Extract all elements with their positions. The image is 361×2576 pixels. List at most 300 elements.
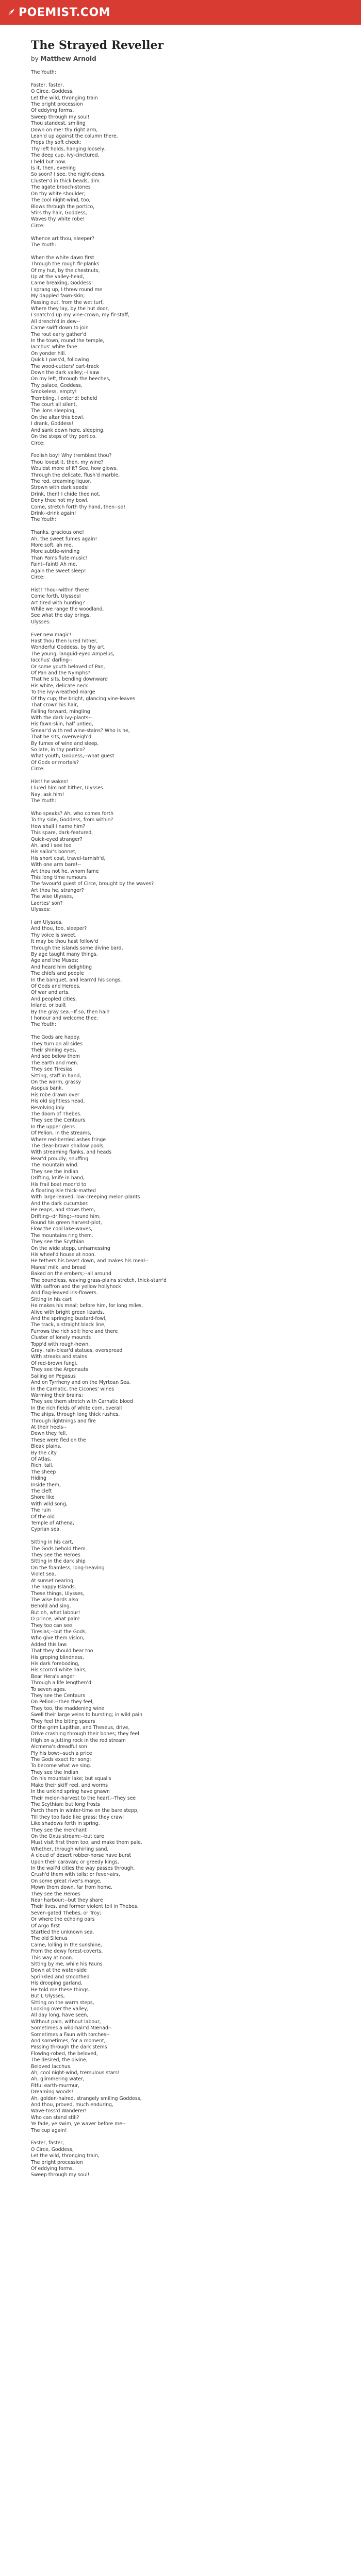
poem-line: They see them stretch with Carnatic blood: [31, 1399, 133, 1405]
poem-line: The favour'd guest of Circe, brought by the waves?: [31, 881, 154, 887]
poem-line: How shall I name him?: [31, 823, 86, 829]
poem-line: And sometimes, for a moment,: [31, 2038, 106, 2044]
poem-line: Make their skiff reel, and worms: [31, 1782, 108, 1788]
poem-line: Without pain, without labour,: [31, 2019, 101, 2025]
poem-line: And see below them: [31, 1054, 80, 1060]
poem-line: Of Gods or mortals?: [31, 759, 79, 766]
poem-line: The Gods are happy.: [31, 1035, 80, 1041]
poem-stanza: [31, 1035, 330, 1533]
poem-line: I held but now.: [31, 159, 67, 165]
poem-line: Props thy soft cheek;: [31, 140, 81, 146]
poem-stanza: [31, 811, 330, 913]
poem-line: They see the Centaurs: [31, 1693, 86, 1699]
poem-line: Bleak plains.: [31, 1444, 62, 1450]
poem-line: On the altar this bowl.: [31, 414, 85, 420]
poem-line: The agate brooch-stones: [31, 184, 91, 191]
poem-line: His white, delicate neck: [31, 683, 88, 689]
poem-line: Fitful earth-murmur,: [31, 2082, 80, 2089]
poem-line: Circe:: [31, 574, 45, 581]
poem-byline: [31, 55, 330, 62]
poem-line: Of Gods and Heroes,: [31, 983, 81, 989]
poem-line: Come, stretch forth thy hand, then--so!: [31, 504, 125, 510]
poem-line: Through the islands some divine bard,: [31, 945, 123, 951]
poem-line: Their shining eyes,: [31, 1047, 76, 1053]
poem-line: Wouldst more of it? See, how glows,: [31, 466, 118, 472]
poem-line: Of my hut, by the chestnuts,: [31, 267, 100, 274]
poem-line: Down on me! thy right arm,: [31, 127, 98, 133]
poem-line: In the upper glens: [31, 1124, 75, 1130]
poem-line: On thy white shoulder;: [31, 191, 86, 197]
poem-line: Their lives, and former violent toil in Thebes,: [31, 1904, 139, 1910]
poem-line: On his mountain lake; but squalls: [31, 1776, 111, 1782]
poem-line: Hiding: [31, 1476, 46, 1482]
poem-line: The Youth:: [31, 798, 56, 804]
poem-line: Came, lolling in the sunshine,: [31, 1942, 102, 1948]
poem-line: Of war and arts,: [31, 990, 70, 996]
poem-author[interactable]: Matthew Arnold: [40, 55, 96, 62]
poem-line: In the Carnatic, the Cicones' wines: [31, 1386, 114, 1392]
poem-line: Of eddying forms,: [31, 108, 74, 114]
poem-line: Laertes' son?: [31, 900, 63, 906]
poem-line: Of eddying forms,: [31, 2166, 74, 2172]
poem-line: By fumes of wine and sleep,: [31, 740, 99, 747]
poem-line: A cloud of desert robber-horse have burst: [31, 1853, 132, 1859]
poem-line: Came breaking, Goddess!: [31, 280, 93, 286]
poem-line: Ah, golden-haired, strangely smiling Goddess,: [31, 2095, 142, 2102]
poem-line: Whether, through whirling sand,: [31, 1846, 109, 1852]
poem-line: The mountains ring them.: [31, 1232, 93, 1239]
poem-line: Of Atlas,: [31, 1456, 52, 1462]
poem-line: Behold and sing.: [31, 1603, 71, 1609]
poem-line: Hist! he wakes!: [31, 778, 68, 785]
poem-line: Ever new magic!: [31, 632, 72, 638]
poem-line: Baked on the embers;--all around: [31, 1271, 111, 1277]
poem-line: Must visit first them too, and make them pale.: [31, 1840, 142, 1846]
poem-stanza: [31, 1539, 330, 2134]
poem-line: And flag-leaved iris-flowers.: [31, 1290, 98, 1296]
poem-line: And the springing bustard-fowl,: [31, 1316, 107, 1322]
poem-line: Beloved Iacchus.: [31, 2063, 72, 2070]
poem-line: The Youth:: [31, 70, 56, 75]
poem-line: Parch them in winter-time on the bare stepp,: [31, 1808, 139, 1814]
poem-line: The chiefs and people: [31, 971, 84, 977]
poem-line: They see the Scythian: [31, 1239, 85, 1245]
poem-line: With one arm bare!--: [31, 862, 81, 868]
poem-line: That they should bear too: [31, 1648, 93, 1654]
poem-line: O prince, what pain!: [31, 1616, 80, 1622]
poem-line: Deny thee not my bowl.: [31, 498, 89, 504]
poem-line: Thy palace, Goddess,: [31, 382, 83, 388]
poem-line: They see Tiresias: [31, 1066, 73, 1073]
poem-line: Shore like: [31, 1495, 55, 1501]
poem-line: Ulysses:: [31, 907, 51, 913]
poem-line: The lions sleeping,: [31, 408, 76, 414]
poem-line: Faint--faint! Ah me,: [31, 562, 77, 568]
poem-line: The cleft: [31, 1488, 52, 1495]
poem-line: My dappled fawn-skin;: [31, 293, 85, 299]
poem-line: And sank down here, sleeping,: [31, 427, 105, 433]
poem-line: But oh, what labour!: [31, 1609, 80, 1616]
poem-line: Sailing on Pegasus: [31, 1373, 76, 1379]
poem-line: The earth and men.: [31, 1060, 79, 1066]
poem-line: More soft, ah me,: [31, 542, 73, 548]
poem-line: Thy voice is sweet.: [31, 932, 77, 938]
poem-line: Violet sea,: [31, 1571, 56, 1578]
poem-line: Topp'd with rough-hewn,: [31, 1341, 90, 1347]
poem-line: He tethers his beast down, and makes his meal--: [31, 1258, 149, 1264]
poem-line: And on Tyrrheny and on the Myrtoan Sea.: [31, 1380, 131, 1386]
poem-line: High on a jutting rock in the red stream: [31, 1737, 126, 1743]
poem-line: The rout early gather'd: [31, 331, 87, 337]
poem-line: And thou, too, sleeper?: [31, 926, 87, 932]
poem-line: Smear'd with red wine-stains? Who is he,: [31, 727, 130, 734]
poem-line: Circe:: [31, 440, 45, 446]
poem-line: Sitting in his cart,: [31, 1539, 74, 1546]
poem-line: Thou lovest it, then, my wine?: [31, 459, 104, 465]
poem-line: His groping blindness,: [31, 1654, 84, 1660]
poem-line: Inland, or built: [31, 1003, 66, 1009]
poem-stanza: [31, 236, 330, 249]
poem-line: Gray, rain-blear'd statues, overspread: [31, 1348, 123, 1354]
poem-line: So late, in thy portico?: [31, 747, 85, 753]
poem-line: I am Ulysses.: [31, 919, 63, 925]
poem-line: The doom of Thebes.: [31, 1111, 82, 1117]
poem-line: Rear'd proudly, snuffing: [31, 1156, 89, 1162]
poem-line: On the warm, grassy: [31, 1079, 81, 1086]
poem-line: I sprang up, I threw round me: [31, 286, 103, 293]
poem-line: Inside them,: [31, 1482, 61, 1488]
poem-line: Sweep through my soul!: [31, 114, 90, 120]
poem-line: By the city: [31, 1450, 57, 1456]
poem-line: Of thy cup; the bright, glancing vine-leaves: [31, 696, 136, 702]
poem-line: They see the Centaurs: [31, 1117, 86, 1124]
poem-line: A floating isle thick-matted: [31, 1188, 96, 1194]
poem-line: Furrows the rich soil; here and there: [31, 1328, 118, 1334]
poem-line: Dreaming woods!: [31, 2089, 74, 2095]
poem-line: Like shadows forth in spring.: [31, 1821, 100, 1827]
poem-line: Of red-brown fungi.: [31, 1360, 78, 1366]
poem-line: Sitting on the warm steps,: [31, 1999, 94, 2006]
poem-line: Drink, then! I chide thee not,: [31, 491, 101, 497]
poem-line: His dark foreboding,: [31, 1660, 80, 1667]
poem-line: Circe:: [31, 766, 45, 772]
poem-line: Hast thou then lured hither,: [31, 638, 98, 645]
poem-line: Faster, faster,: [31, 82, 64, 88]
poem-line: The Gods exact for song:: [31, 1757, 91, 1763]
poem-line: Sprinkled and smoothed: [31, 1974, 90, 1980]
poem-stanza: [31, 70, 330, 76]
poem-line: Falling forward, mingling: [31, 708, 90, 715]
poem-line: Added this law:: [31, 1641, 68, 1648]
poem-line: The Youth:: [31, 517, 56, 523]
poem-line: So soon? I see, the night-dews,: [31, 172, 106, 178]
poem-line: The happy Islands.: [31, 1584, 76, 1590]
poem-stanza: [31, 920, 330, 1028]
poem-line: Ye fade, ye swim, ye waver before me--: [31, 2121, 126, 2127]
poem-line: Near harbour;--but they share: [31, 1897, 103, 1903]
poem-line: They see the Heroes: [31, 1552, 80, 1558]
poem-line: Or where the echoing oars: [31, 1917, 95, 1923]
poem-line: Where red-berried ashes fringe: [31, 1137, 106, 1143]
poem-line: They turn on all sides: [31, 1041, 83, 1047]
poem-line: Sometimes a Faun with torches--: [31, 2031, 110, 2038]
poem-line: Iacchus' white fane: [31, 344, 77, 350]
poem-line: When the white dawn first: [31, 255, 94, 261]
poem-line: And thou, proved, much enduring,: [31, 2102, 113, 2108]
poem-line: O Circe, Goddess,: [31, 2146, 74, 2153]
poem-line: By the gray sea.--If so, then hail!: [31, 1009, 110, 1015]
poem-line: Down they fell,: [31, 1431, 68, 1437]
poem-line: Sitting, staff in hand,: [31, 1073, 81, 1079]
poem-line: Came swift down to join: [31, 325, 89, 331]
poem-line: Upon their caravan; or greedy kings,: [31, 1859, 119, 1865]
poem-line: Quick-eyed stranger?: [31, 836, 83, 842]
poem-line: Tiresias;--but the Gods,: [31, 1629, 87, 1635]
poem-stanza: [31, 587, 330, 625]
poem-line: Again the sweet sleep!: [31, 568, 86, 574]
poem-line: These were fled on the: [31, 1437, 86, 1443]
poem-line: Revolving inly: [31, 1105, 64, 1111]
poem-line: From the dewy forest-coverts,: [31, 1948, 103, 1955]
poem-line: Up at the valley-head,: [31, 274, 85, 280]
poem-line: With streaks and stains: [31, 1354, 87, 1360]
poem-line: The ships, through long thick rushes,: [31, 1412, 120, 1418]
poem-line: Strown with dark seeds!: [31, 485, 89, 491]
poem-line: His sailor's bonnet,: [31, 849, 77, 855]
poem-line: The desired, the divine,: [31, 2057, 88, 2063]
poem-line: Through a life lengthen'd: [31, 1680, 91, 1686]
poem-line: Their melon-harvest to the heart.--They see: [31, 1795, 136, 1801]
poem-line: That he sits, bending downward: [31, 676, 108, 683]
poem-line: And peopled cities,: [31, 996, 77, 1002]
poem-line: Thou standest, smiling: [31, 121, 86, 127]
poem-line: Of Pan and the Nymphs?: [31, 670, 91, 676]
poem-line: This long time rumours: [31, 875, 87, 881]
poem-line: Thanks, gracious one!: [31, 530, 84, 536]
poem-line: I drank, Goddess!: [31, 421, 74, 427]
poem-line: Flow the cool lake-waves,: [31, 1226, 93, 1232]
poem-line: That he sits, overweigh'd: [31, 734, 92, 740]
poem-line: Sitting in the dark ship: [31, 1558, 86, 1565]
poem-line: I honour and welcome thee.: [31, 1015, 99, 1021]
poem-line: Blows through the portico,: [31, 204, 95, 210]
poem-line: Ah, cool night-wind, tremulous stars!: [31, 2070, 120, 2076]
poem-line: The track, a straight black line,: [31, 1322, 106, 1328]
poem-line: On the Oxus stream;--but care: [31, 1833, 104, 1839]
poem-line: Stirs thy hair, Goddess,: [31, 210, 87, 216]
logo-text: POEMIST.COM: [19, 6, 111, 19]
poem-line: Faster, faster,: [31, 2140, 64, 2146]
poem-line: With streaming flanks, and heads: [31, 1149, 112, 1156]
poem-line: Round his green harvest-plot,: [31, 1219, 102, 1226]
poem-line: Ply his bow;--such a price: [31, 1750, 92, 1756]
poem-line: Where they lay, by the hut door,: [31, 306, 109, 312]
poem-line: The ruin: [31, 1507, 51, 1514]
by-label: by: [31, 55, 39, 62]
poem-line: The wood-cutters' cart-track: [31, 363, 99, 369]
poem-line: On some great river's marge,: [31, 1878, 102, 1884]
poem-line: The Scythian: but long frosts: [31, 1801, 100, 1807]
poem-line: Sitting by me, while his Fauns: [31, 1961, 103, 1968]
poem-line: Seven-gated Thebes, or Troy;: [31, 1910, 102, 1916]
poem-line: This way at noon.: [31, 1955, 74, 1961]
poem-line: The wise Ulysses,: [31, 894, 74, 900]
poem-line: Cluster'd in thick beads, dim: [31, 178, 100, 184]
poem-line: The Gods behold them.: [31, 1546, 87, 1552]
poem-line: They see the Indian: [31, 1168, 78, 1175]
poem-line: Down the dark valley;--I saw: [31, 370, 100, 376]
poem-line: By age taught many things,: [31, 951, 98, 957]
site-logo[interactable]: [6, 6, 110, 19]
poem-line: To thy side, Goddess, from within?: [31, 817, 113, 823]
poem-line: Wonderful Goddess, by thy art,: [31, 645, 106, 651]
poem-line: The wise bards also: [31, 1597, 78, 1603]
poem-line: Art thou he, stranger?: [31, 887, 84, 893]
poem-line: With wild song,: [31, 1501, 68, 1507]
poem-line: The deep cup, ivy-cinctured,: [31, 152, 100, 159]
poem-line: Drifting, knife in hand,: [31, 1175, 85, 1181]
poem-stanza: [31, 632, 330, 773]
poem-line: He reaps, and stows them,: [31, 1207, 95, 1213]
poem-line: Drink--drink again!: [31, 510, 76, 516]
poem-line: Alive with bright green lizards,: [31, 1309, 104, 1315]
poem-line: Art tired with hunting?: [31, 600, 85, 606]
poem-line: Hist! Thou--within there!: [31, 587, 90, 593]
poem-line: Is it, then, evening: [31, 165, 76, 172]
poem-line: Of the grim Lapithæ, and Theseus, drive,: [31, 1725, 130, 1731]
poem-line: At sunset nearing: [31, 1578, 74, 1584]
poem-line: Flowing-robed, the beloved,: [31, 2050, 98, 2057]
poem-stanza: [31, 255, 330, 447]
poem-line: His fawn-skin, half untied,: [31, 721, 93, 727]
poem-line: Through the rough fir-planks: [31, 261, 100, 267]
poem-line: Sometimes a wild-hair'd Mænad--: [31, 2025, 112, 2031]
poem-article: [31, 39, 330, 2185]
poem-line: All drench'd in dew--: [31, 318, 80, 325]
poem-line: In the banquet, and learn'd his songs,: [31, 977, 122, 983]
poem-stanza: [31, 779, 330, 805]
poem-line: The sheep: [31, 1469, 56, 1475]
poem-line: To become what we sing.: [31, 1763, 92, 1769]
poem-line: Who can stand still?: [31, 2114, 79, 2121]
poem-line: Swell their large veins to bursting; in wild pain: [31, 1712, 142, 1718]
poem-line: Crush'd them with tolls; or fever-airs,: [31, 1872, 120, 1878]
poem-line: Of the old: [31, 1514, 55, 1520]
poem-line: His wheel'd house at noon.: [31, 1251, 96, 1258]
poem-line: On yonder hill.: [31, 350, 67, 357]
poem-line: On Pelion:--then they feel,: [31, 1699, 94, 1705]
poem-line: To the ivy-wreathed marge: [31, 689, 95, 696]
poem-line: To seven ages.: [31, 1686, 67, 1692]
site-header: [0, 0, 361, 25]
poem-line: Whence art thou, sleeper?: [31, 235, 94, 242]
poem-line: I lured him not hither, Ulysses.: [31, 785, 105, 791]
poem-line: All day long, have seen,: [31, 2012, 89, 2019]
poem-line: Thy left holds, hanging loosely,: [31, 146, 106, 152]
poemist-feather-icon: [6, 8, 15, 17]
poem-line: See what the day brings.: [31, 613, 91, 619]
poem-line: Ah, and I see too: [31, 843, 72, 849]
poem-line: Bear Hera's anger: [31, 1673, 75, 1680]
poem-line: They feel the biting spears: [31, 1718, 95, 1724]
poem-line: Warming their brains;: [31, 1392, 83, 1398]
poem-line: His scorn'd white hairs;: [31, 1667, 87, 1673]
poem-line: With the dark ivy-plants--: [31, 715, 92, 721]
poem-line: Drive crashing through their bones; they feel: [31, 1731, 139, 1737]
poem-line: Sitting in his cart: [31, 1296, 72, 1302]
poem-line: Nay, ask him!: [31, 791, 64, 798]
poem-line: They see the Indian: [31, 1769, 78, 1775]
poem-line: Age and the Muses;: [31, 958, 79, 964]
poem-line: Come forth, Ulysses!: [31, 594, 81, 600]
poem-line: I snatch'd up my vine-crown, my fir-staff,: [31, 312, 129, 318]
poem-line: Iacchus' darling--: [31, 657, 72, 664]
poem-line: Mown them down, far from home.: [31, 1885, 113, 1891]
poem-line: On the foamless, long-heaving: [31, 1565, 105, 1571]
poem-title: The Strayed Reveller: [31, 39, 164, 52]
poem-line: On the steps of thy portico.: [31, 434, 97, 440]
poem-body: [31, 70, 330, 2179]
poem-line: Let the wild, thronging train,: [31, 2153, 100, 2159]
poem-line: In the town, round the temple,: [31, 338, 105, 344]
poem-line: Cyprian sea.: [31, 1527, 61, 1533]
poem-line: Sweep through my soul!: [31, 2172, 90, 2178]
poem-line: And the dark cucumber.: [31, 1200, 89, 1207]
poem-line: Smokeless, empty!: [31, 389, 77, 395]
poem-line: Art thou not he, whom fame: [31, 868, 99, 874]
poem-line: They see the merchant: [31, 1827, 87, 1833]
poem-line: Of Pelion, in the streams,: [31, 1130, 92, 1137]
poem-line: Let the wild, thronging train: [31, 95, 98, 101]
poem-line: Cluster of lonely mounds: [31, 1335, 91, 1341]
poem-line: While we range the woodland,: [31, 606, 104, 613]
poem-line: Quick I pass'd, following: [31, 357, 89, 363]
poem-line: Circe:: [31, 223, 45, 229]
poem-line: What youth, Goddess,--what guest: [31, 753, 114, 759]
poem-line: His old sightless head,: [31, 1098, 85, 1105]
poem-line: Wave-toss'd Wanderer!: [31, 2108, 87, 2114]
poem-line: Looking over the valley,: [31, 2006, 89, 2012]
poem-line: They too can see: [31, 1622, 72, 1629]
poem-line: With large-leaved, low-creeping melon-plants: [31, 1194, 140, 1200]
poem-line: Of Argo first: [31, 1923, 60, 1929]
poem-line: Ulysses:: [31, 619, 51, 625]
poem-line: Mares' milk, and bread: [31, 1264, 86, 1270]
poem-line: The clear-brown shallow pools,: [31, 1143, 105, 1149]
poem-line: Passing through the dark stems: [31, 2044, 107, 2050]
poem-line: Through lightnings and fire: [31, 1418, 96, 1424]
poem-stanza: [31, 82, 330, 229]
poem-line: Till they too fade like grass; they crawl: [31, 1814, 124, 1820]
poem-line: O Circe, Goddess,: [31, 89, 74, 95]
poem-line: The Youth:: [31, 242, 56, 248]
poem-line: These things, Ulysses,: [31, 1590, 85, 1597]
poem-line: They too, the maddening wine: [31, 1705, 105, 1711]
poem-line: On my left, through the beeches,: [31, 376, 111, 382]
poem-stanza: [31, 530, 330, 581]
poem-line: They see the Argonauts: [31, 1367, 88, 1373]
poem-line: The cool night-wind, too,: [31, 197, 91, 204]
poem-line: Trembling, I enter'd; beheld: [31, 395, 97, 401]
poem-line: Temple of Athena,: [31, 1520, 74, 1527]
poem-line: Or some youth beloved of Pan,: [31, 664, 105, 670]
poem-line: Startled the unknown sea.: [31, 1929, 94, 1936]
poem-line: The court all silent,: [31, 402, 77, 408]
poem-line: The bright procession: [31, 101, 83, 108]
poem-line: Ah, the sweet fumes again!: [31, 536, 97, 542]
poem-line: He told me these things.: [31, 1987, 90, 1993]
poem-line: Foolish boy! Why tremblest thou?: [31, 453, 112, 459]
